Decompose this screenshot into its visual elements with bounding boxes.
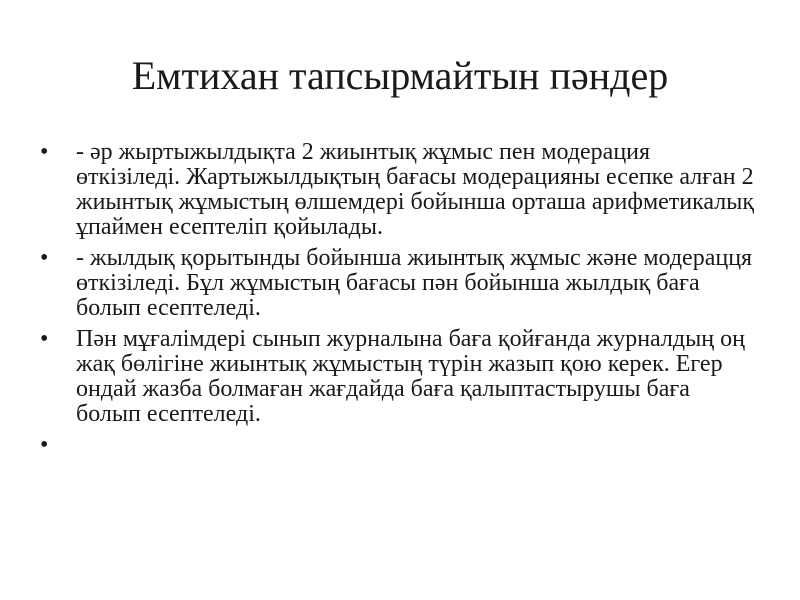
list-item <box>40 327 760 427</box>
bullet-text: - әр жыртыжылдықта 2 жиынтық жұмыс пен модерация өткізіледі. Жартыжылдықтың бағасы модерацияны есепке алған 2 жиынтық жұмыстың өлшемдері бойынша орташа арифметикалық ұпаймен есептеліп қойылады. <box>76 139 755 240</box>
bullet-icon: • <box>40 326 49 352</box>
bullet-list <box>40 139 760 458</box>
bullet-icon: • <box>40 432 49 458</box>
bullet-icon: • <box>40 139 49 165</box>
bullet-icon: • <box>40 245 49 271</box>
bullet-text: Пән мұғалімдері сынып журналына баға қойғанда журналдың оң жақ бөлігіне жиынтық жұмыстың түрін жазып қою керек. Егер ондай жазба болмаған жағдайда баға қалыптастырушы баға болып есептеледі. <box>76 326 745 427</box>
list-item <box>40 246 760 321</box>
list-item <box>40 140 760 240</box>
slide-title: Емтихан тапсырмайтын пәндер <box>131 53 669 98</box>
bullet-text: - жылдық қорытынды бойынша жиынтық жұмыс және модерацця өткізіледі. Бұл жұмыстың бағасы пән бойынша жылдық баға болып есептеледі. <box>76 245 753 321</box>
